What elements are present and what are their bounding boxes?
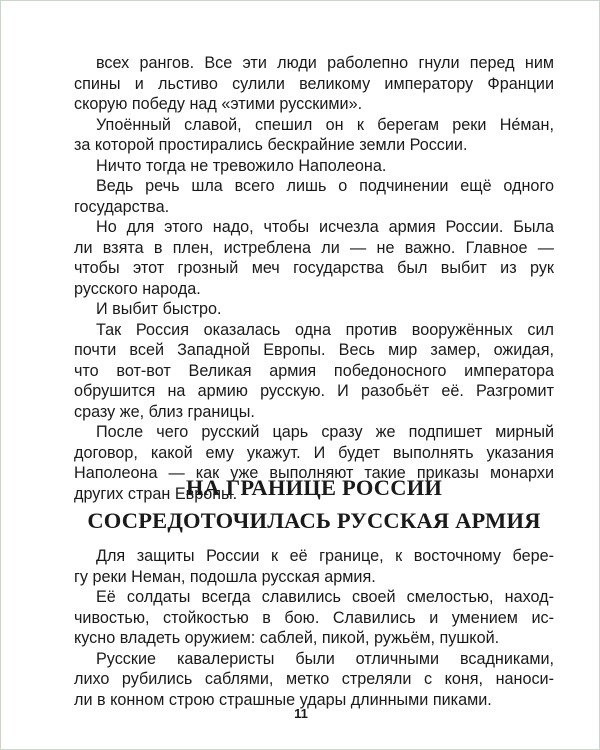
paragraph-first-line: Для защиты России к её границе, к восточному бере- (96, 547, 554, 565)
paragraph-line: сразу же, близ границы. (74, 402, 255, 421)
bottom-text-block (74, 546, 554, 710)
top-text-block (74, 53, 554, 504)
paragraph-line: договор, какой ему укажут. И будет выполнять указания (74, 443, 554, 462)
paragraph-first-line: всех рангов. Все эти люди раболепно гнули перед ним (96, 54, 554, 72)
paragraph-line: чтобы этот грозный меч государства был выбит из рук (74, 259, 554, 277)
paragraph-line: лихо рубились саблями, метко стреляли с коня, наноси- (74, 670, 554, 688)
paragraph-line: русского народа. (74, 279, 201, 298)
paragraph-line: почти всей Западной Европы. Весь мир замер, ожидая, (74, 341, 554, 359)
paragraph-first-line: После чего русский царь сразу же подпишет мирный (96, 423, 554, 441)
paragraph-line: спины и льстиво сулили великому императору Франции (74, 74, 554, 93)
section-heading (74, 471, 554, 537)
paragraph-line: скорую победу над «этими русскими». (74, 95, 363, 113)
paragraph-first-line: Но для этого надо, чтобы исчезла армия России. Была (96, 218, 554, 236)
page-number: 11 (294, 706, 308, 721)
paragraph-line: ли в конном строю страшные удары длинными пиками. (74, 690, 492, 709)
paragraph-line: за которой простирались бескрайние земли России. (74, 136, 468, 154)
paragraph-line: что вот-вот Великая армия победоносного императора (74, 361, 554, 380)
paragraph-first-line: Так Россия оказалась одна против вооружённых сил (96, 320, 554, 339)
paragraph-line: гу реки Неман, подошла русская армия. (74, 567, 376, 586)
paragraph-first-line: Ничто тогда не тревожило Наполеона. (96, 156, 387, 175)
paragraph-line: чивостью, стойкостью в бою. Славились и умением ис- (74, 608, 554, 627)
paragraph-first-line: Её солдаты всегда славились своей смелостью, наход- (96, 588, 554, 606)
paragraph-first-line: И выбит быстро. (96, 300, 222, 318)
paragraph-first-line: Ведь речь шла всего лишь о подчинении ещё одного (96, 177, 554, 195)
paragraph-line: ли взята в плен, истреблена ли — не важно. Главное — (74, 238, 554, 257)
paragraph-first-line: Русские кавалеристы были отличными всадниками, (96, 649, 554, 668)
paragraph-line: обрушится на армию русскую. И разобьёт её. Разгромит (74, 382, 554, 400)
paragraph-line: государства. (74, 197, 170, 216)
heading-line: СОСРЕДОТОЧИЛАСЬ РУССКАЯ АРМИЯ (87, 508, 541, 533)
paragraph-line: других стран Европы. (74, 484, 238, 503)
paragraph-line: Наполеона — как уже выполняют такие приказы монархи (74, 464, 554, 482)
paragraph-first-line: Упоённый славой, спешил он к берегам реки Не́ман, (96, 115, 554, 134)
paragraph-line: кусно владеть оружием: саблей, пикой, ружьём, пушкой. (74, 629, 500, 647)
heading-line: НА ГРАНИЦЕ РОССИИ (185, 475, 443, 500)
